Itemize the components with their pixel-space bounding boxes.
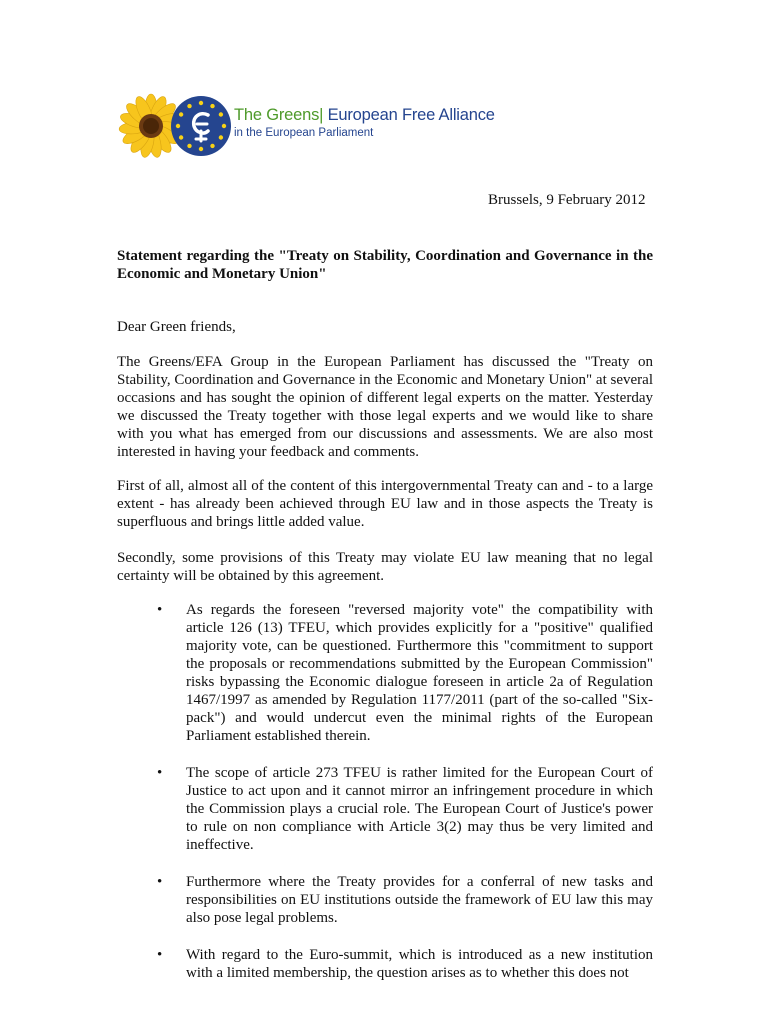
paragraph-3: Secondly, some provisions of this Treaty may violate EU law meaning that no legal certainty will be obtained by this agreement. <box>117 550 653 584</box>
place-date: Brussels, 9 February 2012 <box>488 192 646 208</box>
salutation: Dear Green friends, <box>117 319 236 335</box>
bullet-icon: • <box>157 765 163 781</box>
bullet-icon: • <box>157 602 163 618</box>
org-name-part2: European Free Alliance <box>323 106 495 124</box>
organization-name <box>234 106 495 125</box>
list-item-text: The scope of article 273 TFEU is rather limited for the European Court of Justice to act upon and it cannot mirror an infringement procedure in which the Commission plays a crucial role. The European Court of Justice's power to rule on non compliance with Article 3(2) may thus be very limited and ineffective. <box>186 765 653 853</box>
organization-logo <box>118 92 518 160</box>
bullet-icon: • <box>157 874 163 890</box>
list-item <box>117 601 653 745</box>
list-item <box>117 764 653 854</box>
statement-heading: Statement regarding the "Treaty on Stability, Coordination and Governance in the Economic and Monetary Union" <box>117 248 653 282</box>
concerns-list <box>117 601 653 1001</box>
organization-subtitle: in the European Parliament <box>234 127 374 139</box>
org-name-separator: | <box>319 106 324 124</box>
bullet-icon: • <box>157 947 163 963</box>
european-stars-emblem-icon <box>170 95 232 157</box>
list-item-text: Furthermore where the Treaty provides for a conferral of new tasks and responsibilities on EU institutions outside the framework of EU law this may also pose legal problems. <box>186 874 653 926</box>
list-item-text: As regards the foreseen "reversed majority vote" the compatibility with article 126 (13) TFEU, which provides explicitly for a "positive" qualified majority vote, can be questioned. Furthermore this "commitment to support the proposals or recommendations submitted by the European Commission" risks bypassing the Economic dialogue foreseen in article 2a of Regulation 1467/1997 as amended by Regulation 1177/2011 (part of the so-called "Six-pack") and would undercut even the minimal rights of the European Parliament established therein. <box>186 602 653 744</box>
paragraph-2: First of all, almost all of the content of this intergovernmental Treaty can and - to a large extent - has already been achieved through EU law and in those aspects the Treaty is superfluous and brings little added value. <box>117 478 653 530</box>
list-item-text: With regard to the Euro-summit, which is introduced as a new institution with a limited membership, the question arises as to whether this does not <box>186 947 653 981</box>
org-name-part1: The Greens <box>234 106 320 124</box>
list-item <box>117 873 653 927</box>
paragraph-1: The Greens/EFA Group in the European Parliament has discussed the "Treaty on Stability, Coordination and Governance in the Economic and Monetary Union" at several occasions and has sought the opinion of different legal experts on the matter. Yesterday we discussed the Treaty together with those legal experts and we would like to share with you what has emerged from our discussions and assessments. We are also most interested in having your feedback and comments. <box>117 354 653 460</box>
list-item <box>117 946 653 982</box>
